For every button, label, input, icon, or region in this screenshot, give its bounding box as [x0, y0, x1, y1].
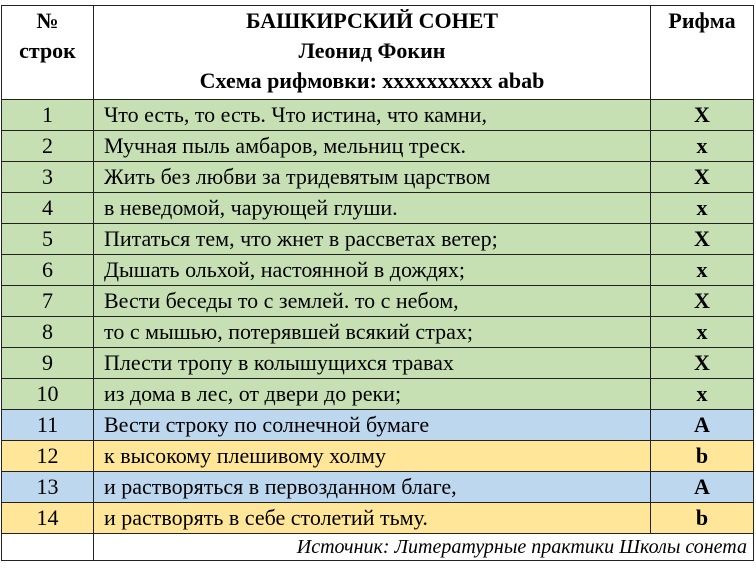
rhyme-mark: A [651, 472, 754, 503]
line-number-header [2, 6, 94, 100]
rhyme-mark: X [651, 224, 754, 255]
line-text: Что есть, то есть. Что истина, что камни, [94, 100, 651, 131]
rhyme-mark: x [651, 255, 754, 286]
table-row [2, 503, 754, 534]
rhyme-mark: x [651, 131, 754, 162]
rhyme-header: Рифма [651, 6, 754, 100]
line-text: и растворять в себе столетий тьму. [94, 503, 651, 534]
table-row [2, 162, 754, 193]
source-empty-cell [2, 534, 94, 561]
rhyme-mark: x [651, 193, 754, 224]
rhyme-mark: X [651, 100, 754, 131]
line-number: 9 [2, 348, 94, 379]
line-text: то с мышью, потерявшей всякий страх; [94, 317, 651, 348]
line-number: 5 [2, 224, 94, 255]
table-row [2, 317, 754, 348]
line-text: в неведомой, чарующей глуши. [94, 193, 651, 224]
title-header [94, 6, 651, 100]
rhyme-mark: x [651, 317, 754, 348]
table-row [2, 410, 754, 441]
line-text: к высокому плешивому холму [94, 441, 651, 472]
sonnet-lines [2, 100, 754, 534]
line-number: 14 [2, 503, 94, 534]
source-note: Источник: Литературные практики Школы сонета [94, 534, 754, 561]
line-number: 11 [2, 410, 94, 441]
rhyme-mark: A [651, 410, 754, 441]
line-number: 8 [2, 317, 94, 348]
line-text: Жить без любви за тридевятым царством [94, 162, 651, 193]
line-text: Вести строку по солнечной бумаге [94, 410, 651, 441]
line-number: 1 [2, 100, 94, 131]
line-number: 4 [2, 193, 94, 224]
rhyme-scheme: Схема рифмовки: xxxxxxxxxx abab [199, 68, 545, 93]
line-number: 13 [2, 472, 94, 503]
line-number: 7 [2, 286, 94, 317]
line-text: Мучная пыль амбаров, мельниц треск. [94, 131, 651, 162]
rhyme-mark: X [651, 162, 754, 193]
rhyme-mark: X [651, 286, 754, 317]
sonnet-author: Леонид Фокин [298, 38, 446, 63]
table-row [2, 100, 754, 131]
table-row [2, 348, 754, 379]
table-row [2, 224, 754, 255]
line-number: 12 [2, 441, 94, 472]
sonnet-table [1, 5, 754, 561]
line-number: 10 [2, 379, 94, 410]
table-header-row [2, 6, 754, 100]
line-text: Дышать ольхой, настоянной в дождях; [94, 255, 651, 286]
table-row [2, 286, 754, 317]
rhyme-mark: b [651, 503, 754, 534]
line-text: из дома в лес, от двери до реки; [94, 379, 651, 410]
lines-label: строк [19, 38, 76, 63]
number-sign-label: № [36, 8, 59, 33]
line-number: 2 [2, 131, 94, 162]
line-number: 3 [2, 162, 94, 193]
line-text: Плести тропу в колышущихся травах [94, 348, 651, 379]
table-row [2, 193, 754, 224]
rhyme-mark: b [651, 441, 754, 472]
table-row [2, 441, 754, 472]
rhyme-mark: X [651, 348, 754, 379]
line-text: Вести беседы то с землей. то с небом, [94, 286, 651, 317]
table-row [2, 379, 754, 410]
sonnet-title: БАШКИРСКИЙ СОНЕТ [245, 8, 499, 33]
table-row [2, 255, 754, 286]
source-row [2, 534, 754, 561]
line-text: Питаться тем, что жнет в рассветах ветер; [94, 224, 651, 255]
table-row [2, 472, 754, 503]
rhyme-mark: x [651, 379, 754, 410]
line-number: 6 [2, 255, 94, 286]
line-text: и растворяться в первозданном благе, [94, 472, 651, 503]
table-row [2, 131, 754, 162]
